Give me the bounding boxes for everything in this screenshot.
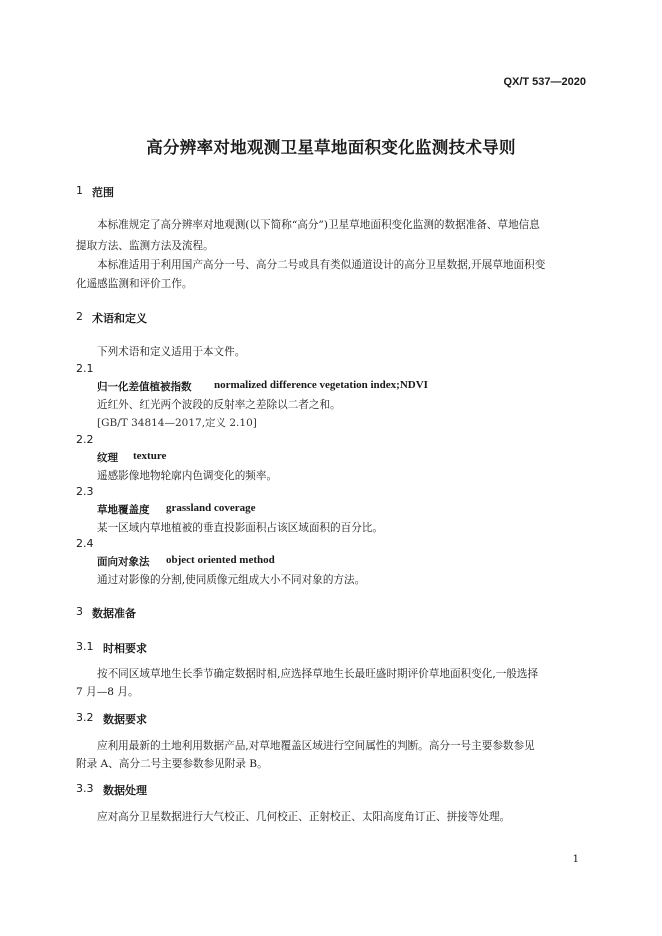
term-chinese: 归一化差值植被指数 [97, 381, 192, 393]
document-code: QX/T 537—2020 [503, 76, 586, 88]
section-number: 1 [76, 184, 83, 197]
subsection-number: 3.1 [76, 640, 94, 653]
section-number: 3 [76, 605, 83, 618]
term-definition: 某一区域内草地植被的垂直投影面积占该区域面积的百分比。 [97, 522, 384, 534]
term-definition: 近红外、红光两个波段的反射率之差除以二者之和。 [97, 399, 341, 411]
term-number: 2.2 [76, 433, 94, 446]
paragraph-line: 下列术语和定义适用于本文件。 [97, 346, 246, 358]
term-english: normalized difference vegetation index;NDVI [214, 379, 428, 391]
term-definition: 遥感影像地物轮廓内色调变化的频率。 [97, 470, 278, 482]
term-number: 2.4 [76, 537, 94, 550]
term-english: texture [133, 450, 167, 462]
subsection-heading: 时相要求 [103, 642, 147, 655]
subsection-heading: 数据要求 [103, 713, 147, 726]
paragraph-line: 附录 A、高分二号主要参数参见附录 B。 [76, 758, 268, 770]
paragraph-line: 按不同区域草地生长季节确定数据时相,应选择草地生长最旺盛时期评价草地面积变化,一般选择 [97, 668, 539, 680]
term-english: object oriented method [166, 554, 275, 566]
term-chinese: 纹理 [97, 452, 118, 464]
subsection-heading: 数据处理 [103, 784, 147, 797]
page-number: 1 [572, 854, 579, 865]
paragraph-line: 本标准适用于利用国产高分一号、高分二号或具有类似通道设计的高分卫星数据,开展草地面积变 [97, 259, 546, 271]
term-english: grassland coverage [166, 502, 256, 514]
term-chinese: 草地覆盖度 [97, 504, 150, 516]
paragraph-line: 应利用最新的土地利用数据产品,对草地覆盖区域进行空间属性的判断。高分一号主要参数参见 [97, 740, 535, 752]
paragraph-line: 7 月—8 月。 [76, 686, 139, 698]
paragraph-line: 提取方法、监测方法及流程。 [76, 240, 214, 252]
term-definition: 通过对影像的分割,使同质像元组成大小不同对象的方法。 [97, 574, 366, 586]
subsection-number: 3.3 [76, 782, 94, 795]
section-heading: 术语和定义 [92, 312, 147, 325]
section-heading: 范围 [92, 186, 114, 199]
section-heading: 数据准备 [92, 607, 136, 620]
paragraph-line: 化遥感监测和评价工作。 [76, 278, 193, 290]
term-number: 2.3 [76, 485, 94, 498]
paragraph-line: 本标准规定了高分辨率对地观测(以下简称“高分”)卫星草地面积变化监测的数据准备、草地信息 [97, 219, 540, 231]
section-number: 2 [76, 310, 83, 323]
term-reference: [GB/T 34814—2017,定义 2.10] [97, 417, 257, 429]
term-chinese: 面向对象法 [97, 556, 150, 568]
subsection-number: 3.2 [76, 711, 94, 724]
document-title: 高分辨率对地观测卫星草地面积变化监测技术导则 [146, 138, 516, 157]
term-number: 2.1 [76, 362, 94, 375]
paragraph-line: 应对高分卫星数据进行大气校正、几何校正、正射校正、太阳高度角订正、拼接等处理。 [97, 811, 511, 823]
